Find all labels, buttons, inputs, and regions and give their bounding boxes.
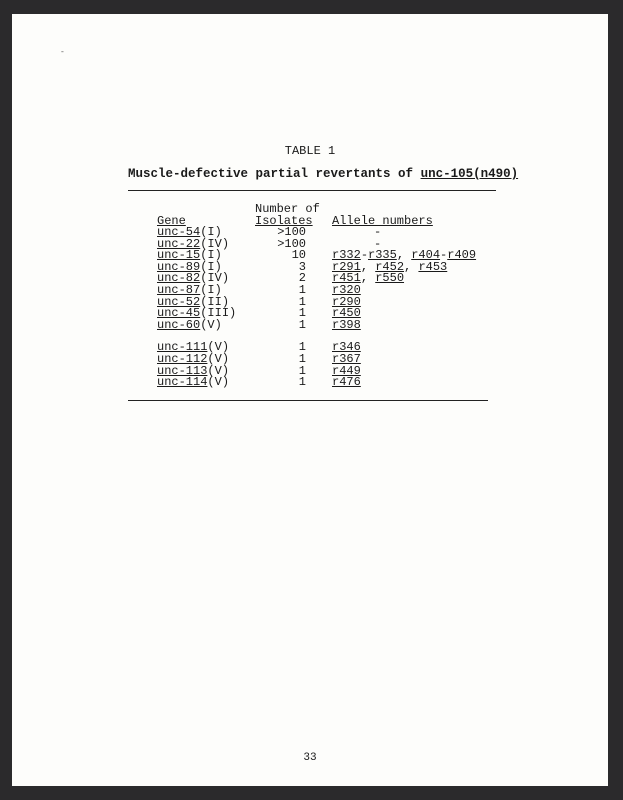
page-number: 33 (303, 752, 317, 764)
table-row (12, 294, 608, 309)
gene-name: unc-89 (157, 259, 201, 274)
allele-number: r346 (332, 340, 361, 355)
allele-separator: , (360, 271, 376, 286)
table-row (12, 377, 608, 389)
gene-name: unc-52 (157, 294, 201, 309)
allele-number: r476 (332, 375, 361, 390)
gene-name: unc-54 (157, 225, 201, 239)
isolates-cell: 1 (298, 340, 306, 355)
gene-chromosome: (V) (207, 340, 230, 355)
gene-name: unc-60 (157, 317, 201, 332)
document-page (12, 14, 608, 786)
allele-cell (332, 317, 361, 332)
gene-chromosome: (I) (200, 225, 222, 239)
table-row (12, 342, 608, 354)
isolates-cell: >100 (277, 225, 306, 239)
allele-cell: - (374, 236, 382, 251)
gene-name: unc-112 (157, 351, 208, 366)
table-row (12, 273, 608, 285)
gene-chromosome: (I) (200, 282, 222, 297)
bottom-rule (128, 400, 488, 401)
table-title: TABLE 1 (284, 144, 336, 158)
isolates-cell: 2 (298, 271, 306, 286)
top-rule (128, 190, 496, 191)
isolates-cell: 1 (298, 317, 306, 332)
gene-chromosome: (V) (207, 363, 230, 378)
isolates-cell: 1 (298, 375, 306, 390)
allele-separator: - (440, 248, 448, 263)
table-row (12, 317, 608, 332)
allele-number: r452 (375, 259, 405, 274)
gene-chromosome: (I) (200, 248, 222, 263)
isolates-cell: 1 (298, 282, 306, 297)
allele-separator: , (360, 259, 376, 274)
isolates-cell: 1 (298, 363, 306, 378)
allele-separator: - (360, 248, 369, 263)
allele-number: r290 (332, 294, 361, 309)
header-gene: Gene (157, 214, 186, 228)
gene-chromosome: (I) (200, 259, 222, 274)
isolates-cell: 10 (291, 248, 306, 263)
table-row (12, 236, 608, 251)
allele-number: r451 (332, 271, 361, 286)
gene-name: unc-111 (157, 340, 208, 355)
gene-name: unc-114 (157, 375, 208, 390)
isolates-cell: 1 (298, 294, 306, 309)
table-row (12, 259, 608, 274)
gene-chromosome: (V) (200, 317, 222, 332)
table-row (12, 308, 608, 320)
gene-chromosome: (IV) (200, 271, 230, 286)
gene-cell (157, 377, 229, 389)
allele-number: r320 (332, 282, 361, 297)
gene-name: unc-82 (157, 271, 201, 286)
gene-name: unc-45 (157, 306, 201, 321)
allele-separator: , (396, 248, 412, 263)
isolates-cell: 1 (298, 306, 306, 321)
allele-cell: - (374, 225, 382, 239)
table-row (12, 363, 608, 378)
table-row (12, 250, 608, 262)
allele-number: r450 (332, 306, 361, 321)
header-number-line2: Isolates (255, 214, 313, 228)
gene-name: unc-87 (157, 282, 201, 297)
isolates-cell: >100 (277, 236, 306, 251)
allele-number: r367 (332, 351, 361, 366)
isolates-cell: 3 (298, 259, 306, 274)
gene-chromosome: (V) (207, 351, 230, 366)
gene-chromosome: (III) (200, 306, 237, 321)
allele-number: r404 (411, 248, 441, 263)
table-row (12, 227, 608, 239)
allele-number: r453 (418, 259, 448, 274)
table-body (12, 227, 608, 389)
header-number-line1: Number of (255, 202, 320, 216)
gene-name: unc-15 (157, 248, 201, 263)
gene-chromosome: (IV) (200, 236, 230, 251)
allele-number: r398 (332, 317, 361, 332)
subtitle-gene: unc-105(n490) (420, 167, 519, 181)
gene-cell (157, 317, 222, 332)
allele-separator: , (404, 259, 419, 274)
gene-chromosome: (II) (200, 294, 230, 309)
allele-number: r291 (332, 259, 361, 274)
allele-cell (332, 377, 361, 389)
allele-number: r409 (447, 248, 477, 263)
table-subtitle (128, 167, 518, 181)
header-allele-numbers: Allele numbers (332, 214, 433, 228)
allele-number: r550 (375, 271, 405, 286)
isolates-cell: 1 (298, 351, 306, 366)
subtitle-text: Muscle-defective partial revertants of (128, 167, 421, 181)
table-row (12, 351, 608, 366)
gene-name: unc-22 (157, 236, 201, 251)
gene-chromosome: (V) (207, 375, 230, 390)
allele-number: r335 (368, 248, 397, 263)
scan-speck: ‐ (60, 48, 65, 57)
table-row (12, 282, 608, 297)
allele-number: r449 (332, 363, 361, 378)
gene-name: unc-113 (157, 363, 208, 378)
allele-number: r332 (332, 248, 361, 263)
